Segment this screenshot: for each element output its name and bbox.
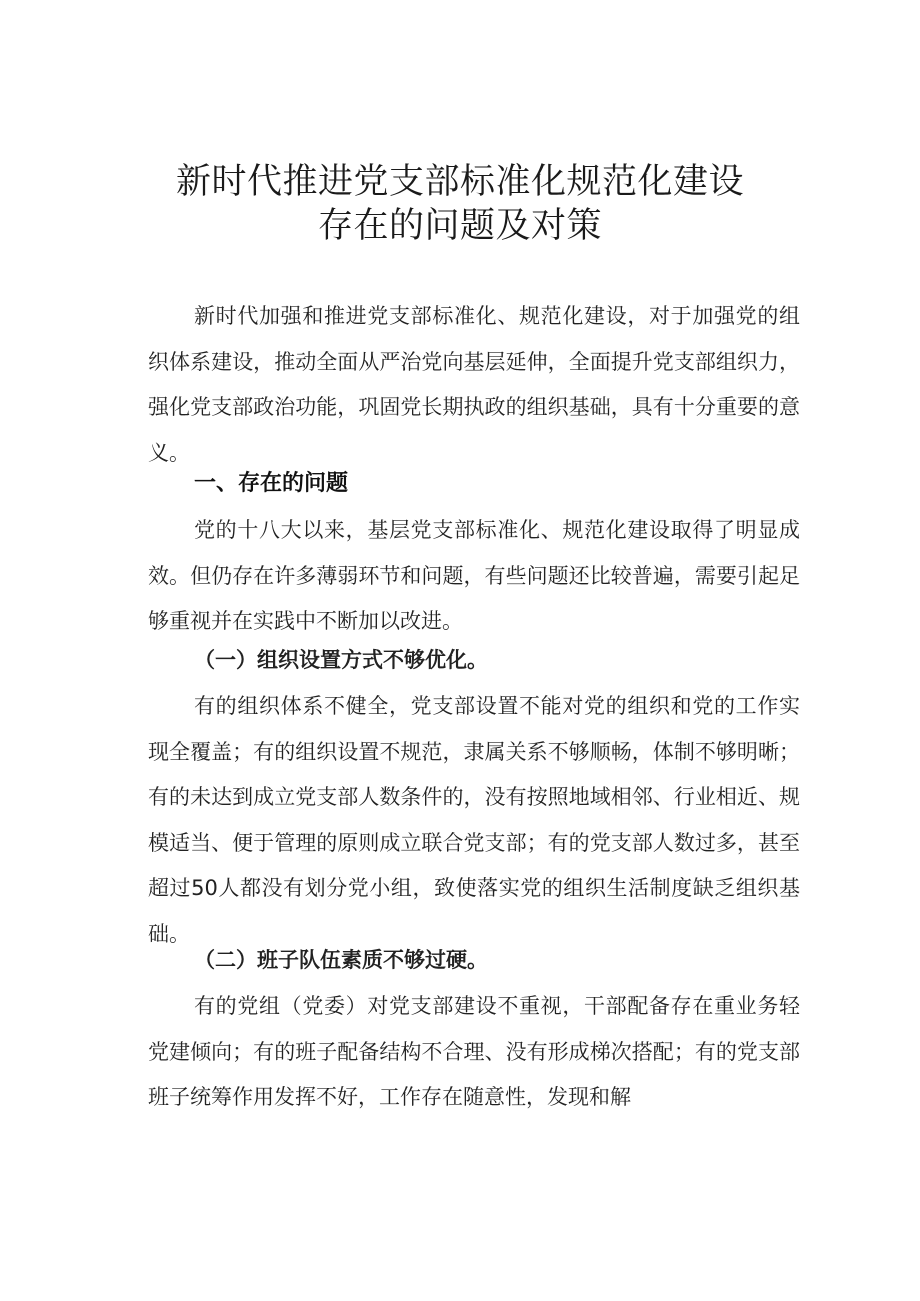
section-paragraph: 党的十八大以来，基层党支部标准化、规范化建设取得了明显成效。但仍存在许多薄弱环节和问题，有些问题还比较普遍，需要引起足够重视并在实践中不断加以改进。 — [148, 518, 800, 634]
section-heading-problems: 一、存在的问题 — [194, 471, 349, 496]
document-title-line-2: 存在的问题及对策 — [317, 206, 602, 246]
subsection-paragraph-organization: 有的组织体系不健全，党支部设置不能对党的组织和党的工作实现全覆盖；有的组织设置不规范，隶属关系不够顺畅，体制不够明晰；有的未达到成立党支部人数条件的，没有按照地域相邻、行业相近、规模适当、便于管理的原则成立联合党支部；有的党支部人数过多，甚至超过50人都没有划分党小组，致使落实党的组织生活制度缺乏组织基础。 — [148, 694, 800, 946]
subsection-heading-team: （二）班子队伍素质不够过硬。 — [194, 948, 488, 972]
subsection-heading-organization: （一）组织设置方式不够优化。 — [194, 648, 488, 672]
intro-paragraph: 新时代加强和推进党支部标准化、规范化建设，对于加强党的组织体系建设，推动全面从严治党向基层延伸，全面提升党支部组织力，强化党支部政治功能，巩固党长期执政的组织基础，具有十分重要的意义。 — [148, 304, 800, 465]
document-title-line-1: 新时代推进党支部标准化规范化建设 — [175, 162, 744, 202]
subsection-paragraph-team: 有的党组（党委）对党支部建设不重视，干部配备存在重业务轻党建倾向；有的班子配备结构不合理、没有形成梯次搭配；有的党支部班子统筹作用发挥不好，工作存在随意性，发现和解 — [148, 994, 800, 1110]
